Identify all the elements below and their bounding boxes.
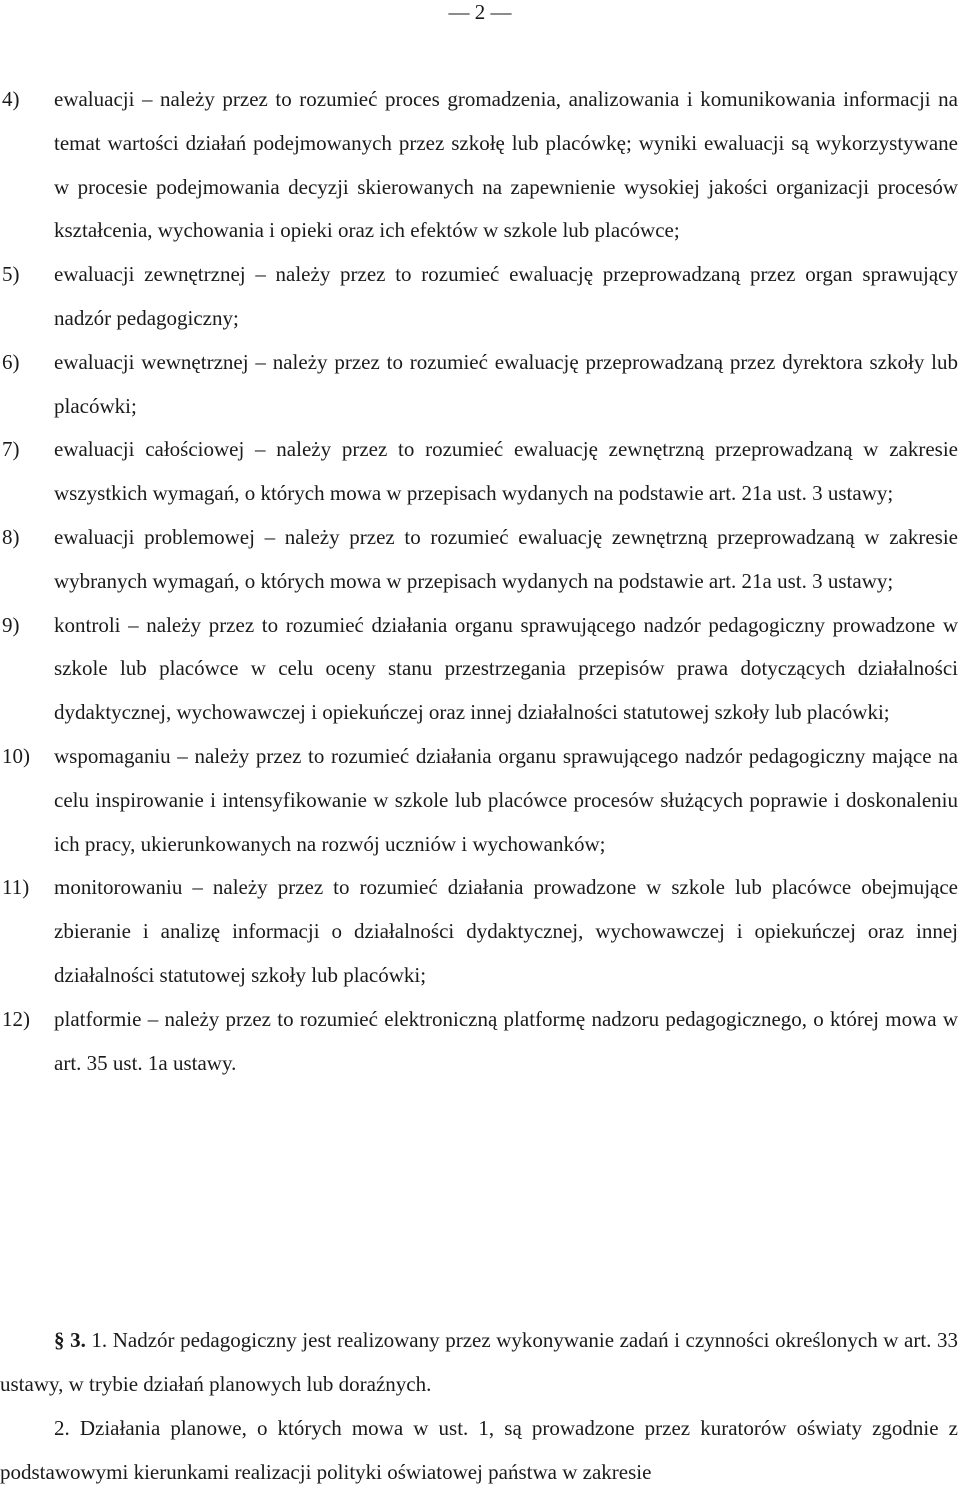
definition-item [0,341,960,429]
item-number: 12) [2,1006,30,1031]
paragraph-text: 1. Nadzór pedagogiczny jest realizowany przez wykonywanie zadań i czynności określonych w art. 33 ustawy, w trybie działań planowych lub doraźnych. [0,1328,959,1396]
item-text: wspomaganiu – należy przez to rozumieć działania organu sprawującego nadzór pedagogiczny mające na celu inspirowanie i intensyfikowanie w szkole lub placówce procesów służących poprawie i doskonaleniu ich pracy, ukierunkowanych na rozwój uczniów i wychowanków; [54,743,958,856]
item-text: ewaluacji problemowej – należy przez to rozumieć ewaluację zewnętrzną przeprowadzaną w zakresie wybranych wymagań, o których mowa w przepisach wydanych na podstawie art. 21a ust. 3 ustawy; [54,524,958,593]
definition-item [0,516,960,604]
item-text: kontroli – należy przez to rozumieć działania organu sprawującego nadzór pedagogiczny prowadzone w szkole lub placówce w celu oceny stanu przestrzegania przepisów prawa dotyczących działalności dydaktycznej, wychowawczej i opiekuńczej oraz innej działalności statutowej szkoły lub placówki; [54,612,958,725]
item-number: 4) [2,87,20,111]
item-number: 6) [2,349,20,374]
definitions-list [0,78,960,1085]
item-text: monitorowaniu – należy przez to rozumieć działania prowadzone w szkole lub placówce obejmujące zbieranie i analizę informacji o działalności dydaktycznej, wychowawczej i opiekuńczej oraz innej działalności statutowej szkoły lub placówki; [54,875,958,987]
item-number: 7) [2,437,20,462]
item-text: ewaluacji wewnętrznej – należy przez to rozumieć ewaluację przeprowadzaną przez dyrektora szkoły lub placówki; [54,349,958,418]
item-text: platformie – należy przez to rozumieć elektroniczną platformę nadzoru pedagogicznego, o której mowa w art. 35 ust. 1a ustawy. [54,1006,958,1075]
item-text: ewaluacji całościowej – należy przez to rozumieć ewaluację zewnętrzną przeprowadzaną w zakresie wszystkich wymagań, o których mowa w przepisach wydanych na podstawie art. 21a ust. 3 ustawy; [54,437,958,506]
definition-item [0,253,960,341]
definition-item [0,735,960,866]
section-number: § 3. [54,1328,86,1352]
page-number: — 2 — [448,0,512,24]
item-number: 8) [2,524,20,549]
definition-item [0,78,960,253]
paragraph-text: 2. Działania planowe, o których mowa w ust. 1, są prowadzone przez kuratorów oświaty zgodnie z podstawowymi kierunkami realizacji polityki oświatowej państwa w zakresie [0,1416,958,1484]
definition-item [0,998,960,1086]
section-3-paragraph-2 [0,1406,958,1494]
definition-item [0,604,960,735]
definition-item [0,866,960,997]
item-number: 11) [2,875,30,900]
item-number: 9) [2,612,20,637]
item-number: 5) [2,262,20,287]
item-text: ewaluacji zewnętrznej – należy przez to rozumieć ewaluację przeprowadzaną przez organ sprawujący nadzór pedagogiczny; [54,262,958,330]
item-number: 10) [2,743,30,768]
definition-item [0,428,960,516]
item-text: ewaluacji – należy przez to rozumieć proces gromadzenia, analizowania i komunikowania informacji na temat wartości działań podejmowanych przez szkołę lub placówkę; wyniki ewaluacji są wykorzystywane w procesie podejmowania decyzji skierowanych na zapewnienie wysokiej jakości organizacji procesów kształcenia, wychowania i opieki oraz ich efektów w szkole lub placówce; [54,87,958,243]
section-3-paragraph-1 [0,1318,958,1406]
